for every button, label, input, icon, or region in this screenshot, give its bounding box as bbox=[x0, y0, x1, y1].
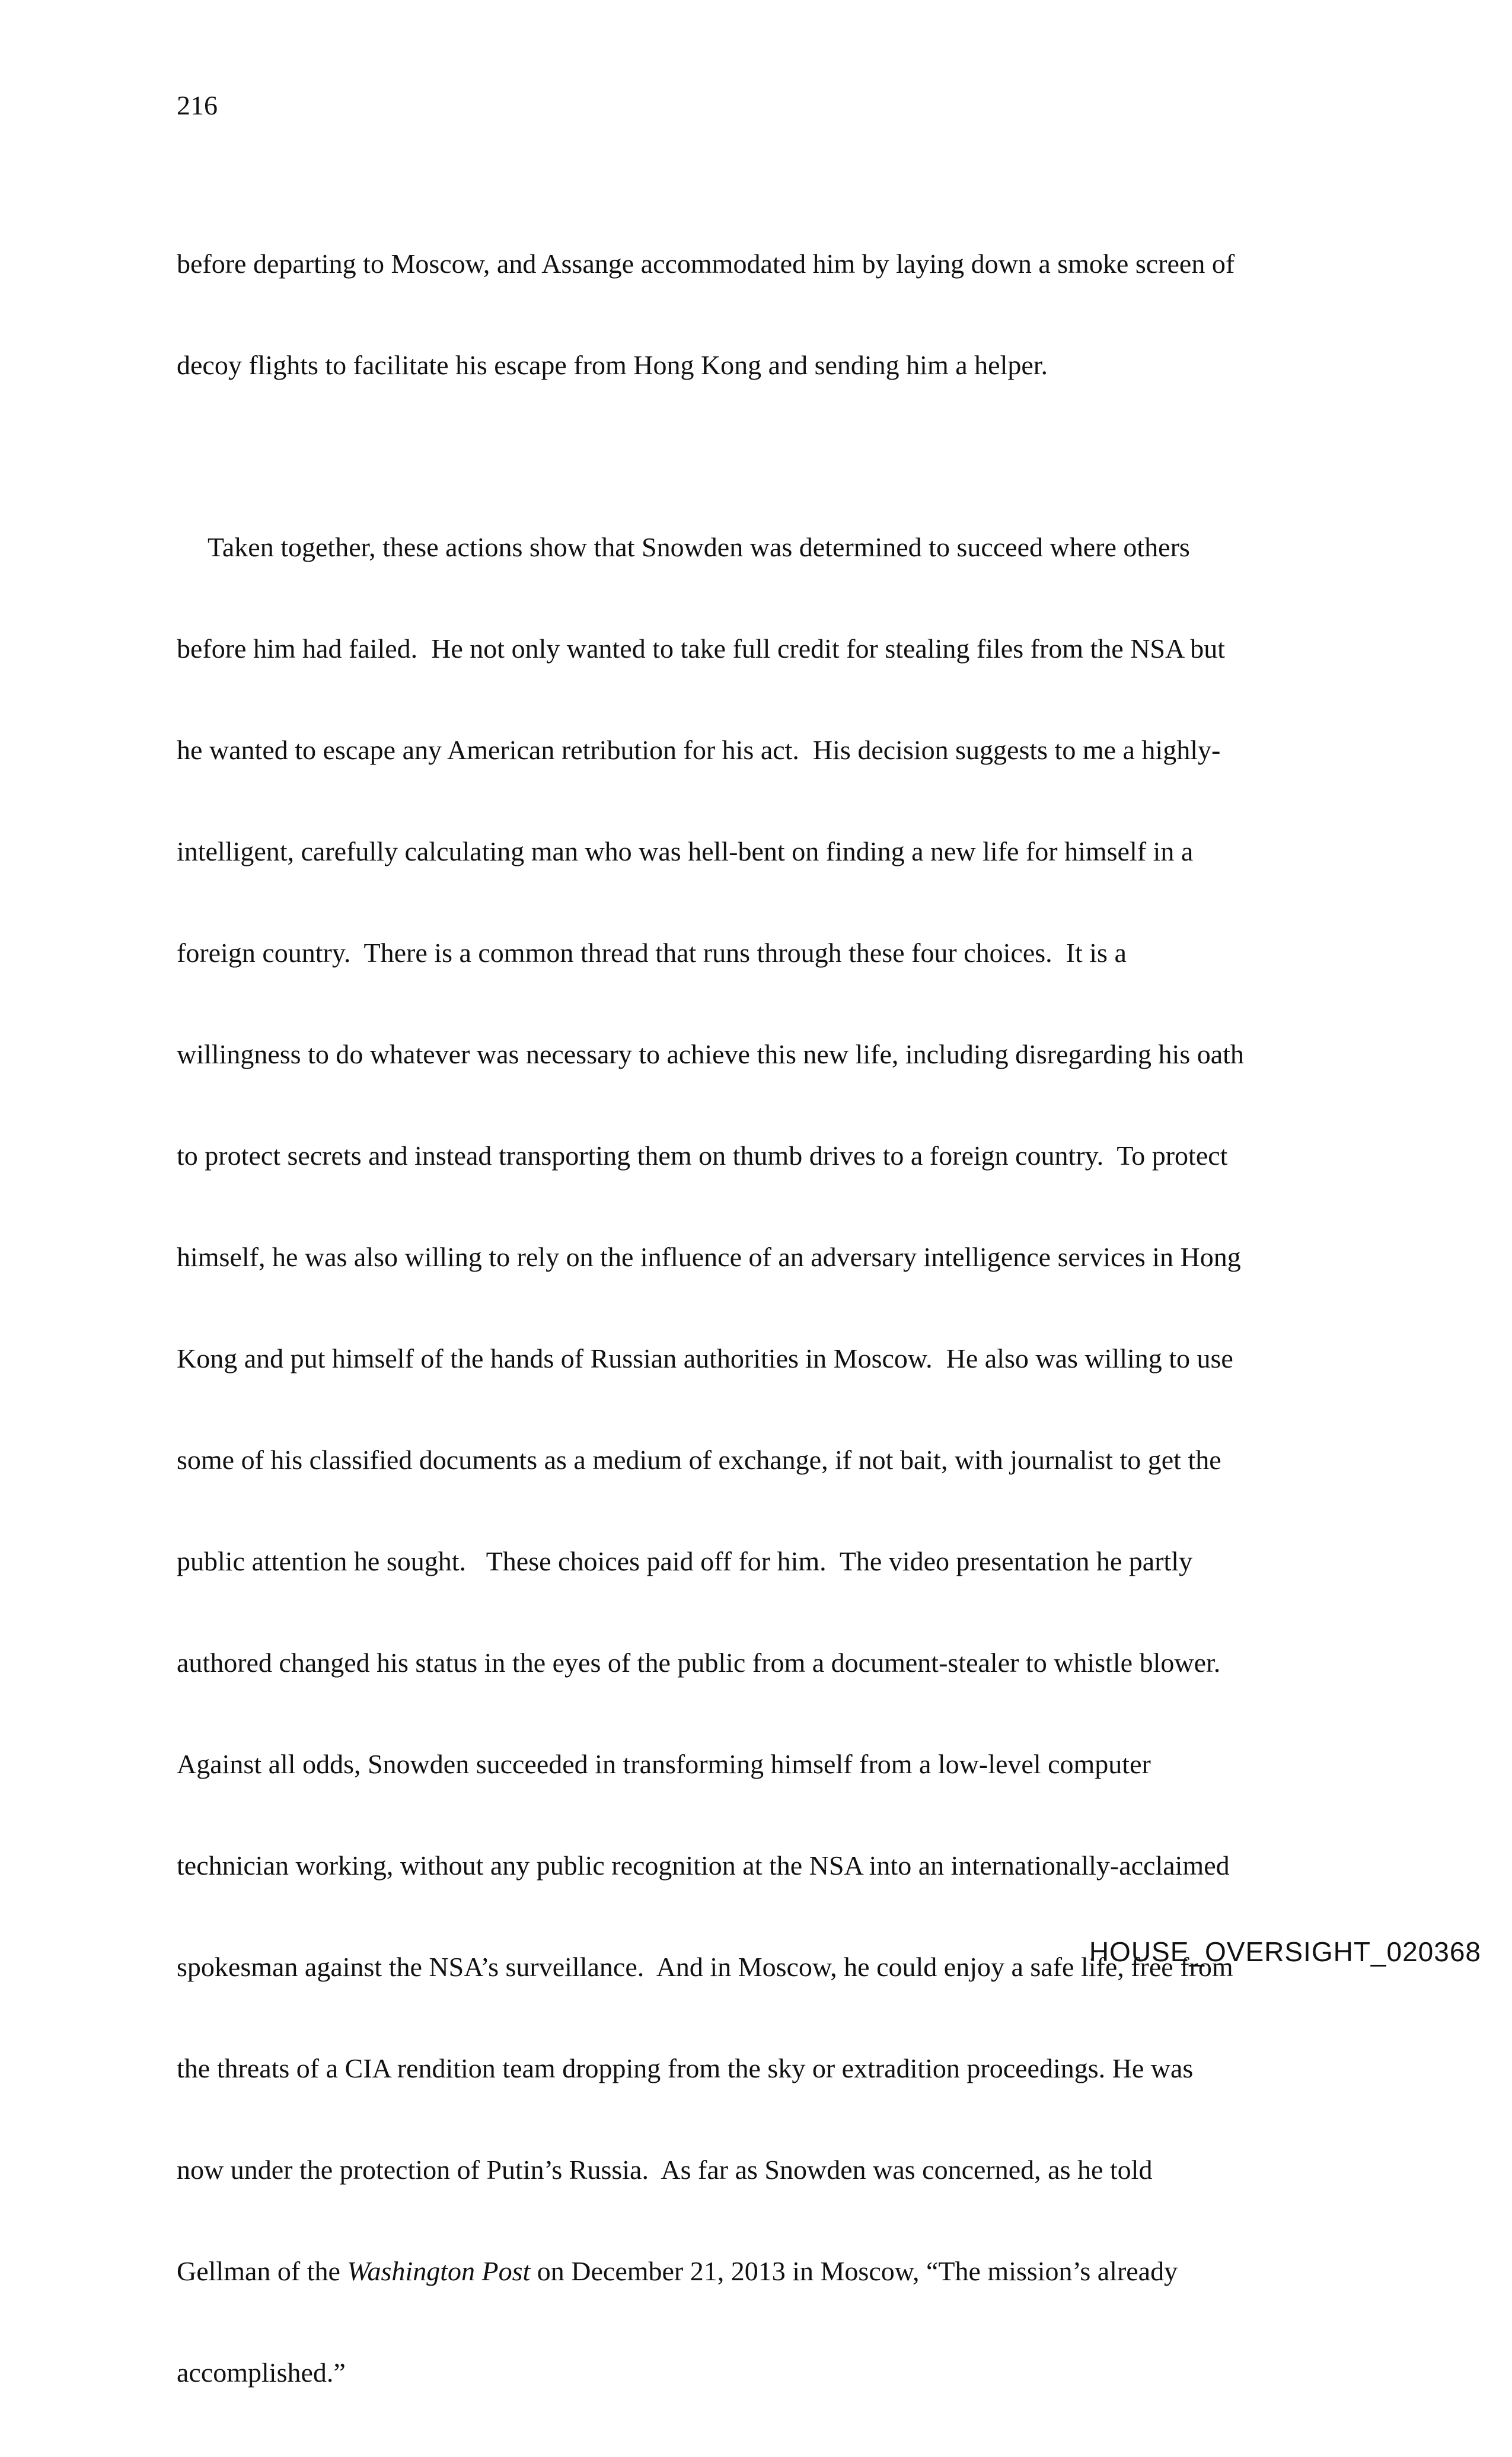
text-line-with-italic bbox=[177, 2254, 1374, 2288]
text-line: some of his classified documents as a medium of exchange, if not bait, with journalist to get the bbox=[177, 1445, 1221, 1475]
text-line: Taken together, these actions show that Snowden was determined to succeed where others bbox=[208, 532, 1190, 562]
bates-number: HOUSE_OVERSIGHT_020368 bbox=[1089, 1936, 1481, 1967]
text-line: before him had failed. He not only wanted to take full credit for stealing files from the NSA but bbox=[177, 633, 1225, 664]
paragraph-2 bbox=[177, 463, 1374, 2457]
text-line: authored changed his status in the eyes of the public from a document-stealer to whistle blower. bbox=[177, 1647, 1221, 1678]
text-line: intelligent, carefully calculating man who was hell-bent on finding a new life for himself in a bbox=[177, 836, 1194, 866]
text-line: technician working, without any public recognition at the NSA into an internationally-acclaimed bbox=[177, 1850, 1230, 1881]
text-line: willingness to do whatever was necessary to achieve this new life, including disregarding his oath bbox=[177, 1039, 1244, 1069]
text-line: decoy flights to facilitate his escape from Hong Kong and sending him a helper. bbox=[177, 350, 1048, 380]
text-line: he wanted to escape any American retribution for his act. His decision suggests to me a highly- bbox=[177, 735, 1221, 765]
text-line: spokesman against the NSA’s surveillance. And in Moscow, he could enjoy a safe life, free from bbox=[177, 1952, 1233, 1982]
text-line: Kong and put himself of the hands of Russian authorities in Moscow. He also was willing to use bbox=[177, 1343, 1233, 1374]
text-line: the threats of a CIA rendition team dropping from the sky or extradition proceedings. He was bbox=[177, 2053, 1194, 2083]
text-line: himself, he was also willing to rely on the influence of an adversary intelligence services in Hong bbox=[177, 1242, 1241, 1272]
text-line: before departing to Moscow, and Assange accommodated him by laying down a smoke screen of bbox=[177, 248, 1235, 279]
text-line: Against all odds, Snowden succeeded in transforming himself from a low-level computer bbox=[177, 1749, 1151, 1779]
text-line: to protect secrets and instead transporting them on thumb drives to a foreign country. To protect bbox=[177, 1140, 1228, 1171]
text-line: accomplished.” bbox=[177, 2357, 346, 2388]
paragraph-1 bbox=[177, 179, 1374, 450]
text-line: now under the protection of Putin’s Russia. As far as Snowden was concerned, as he told bbox=[177, 2155, 1153, 2185]
body-text bbox=[177, 179, 1374, 2457]
text-line: foreign country. There is a common thread that runs through these four choices. It is a bbox=[177, 938, 1127, 968]
text-segment: on December 21, 2013 in Moscow, “The mission’s already bbox=[530, 2256, 1178, 2286]
publication-title: Washington Post bbox=[347, 2256, 531, 2286]
page-number: 216 bbox=[177, 90, 218, 120]
text-line: public attention he sought. These choices paid off for him. The video presentation he partly bbox=[177, 1546, 1193, 1576]
text-segment: Gellman of the bbox=[177, 2256, 347, 2286]
